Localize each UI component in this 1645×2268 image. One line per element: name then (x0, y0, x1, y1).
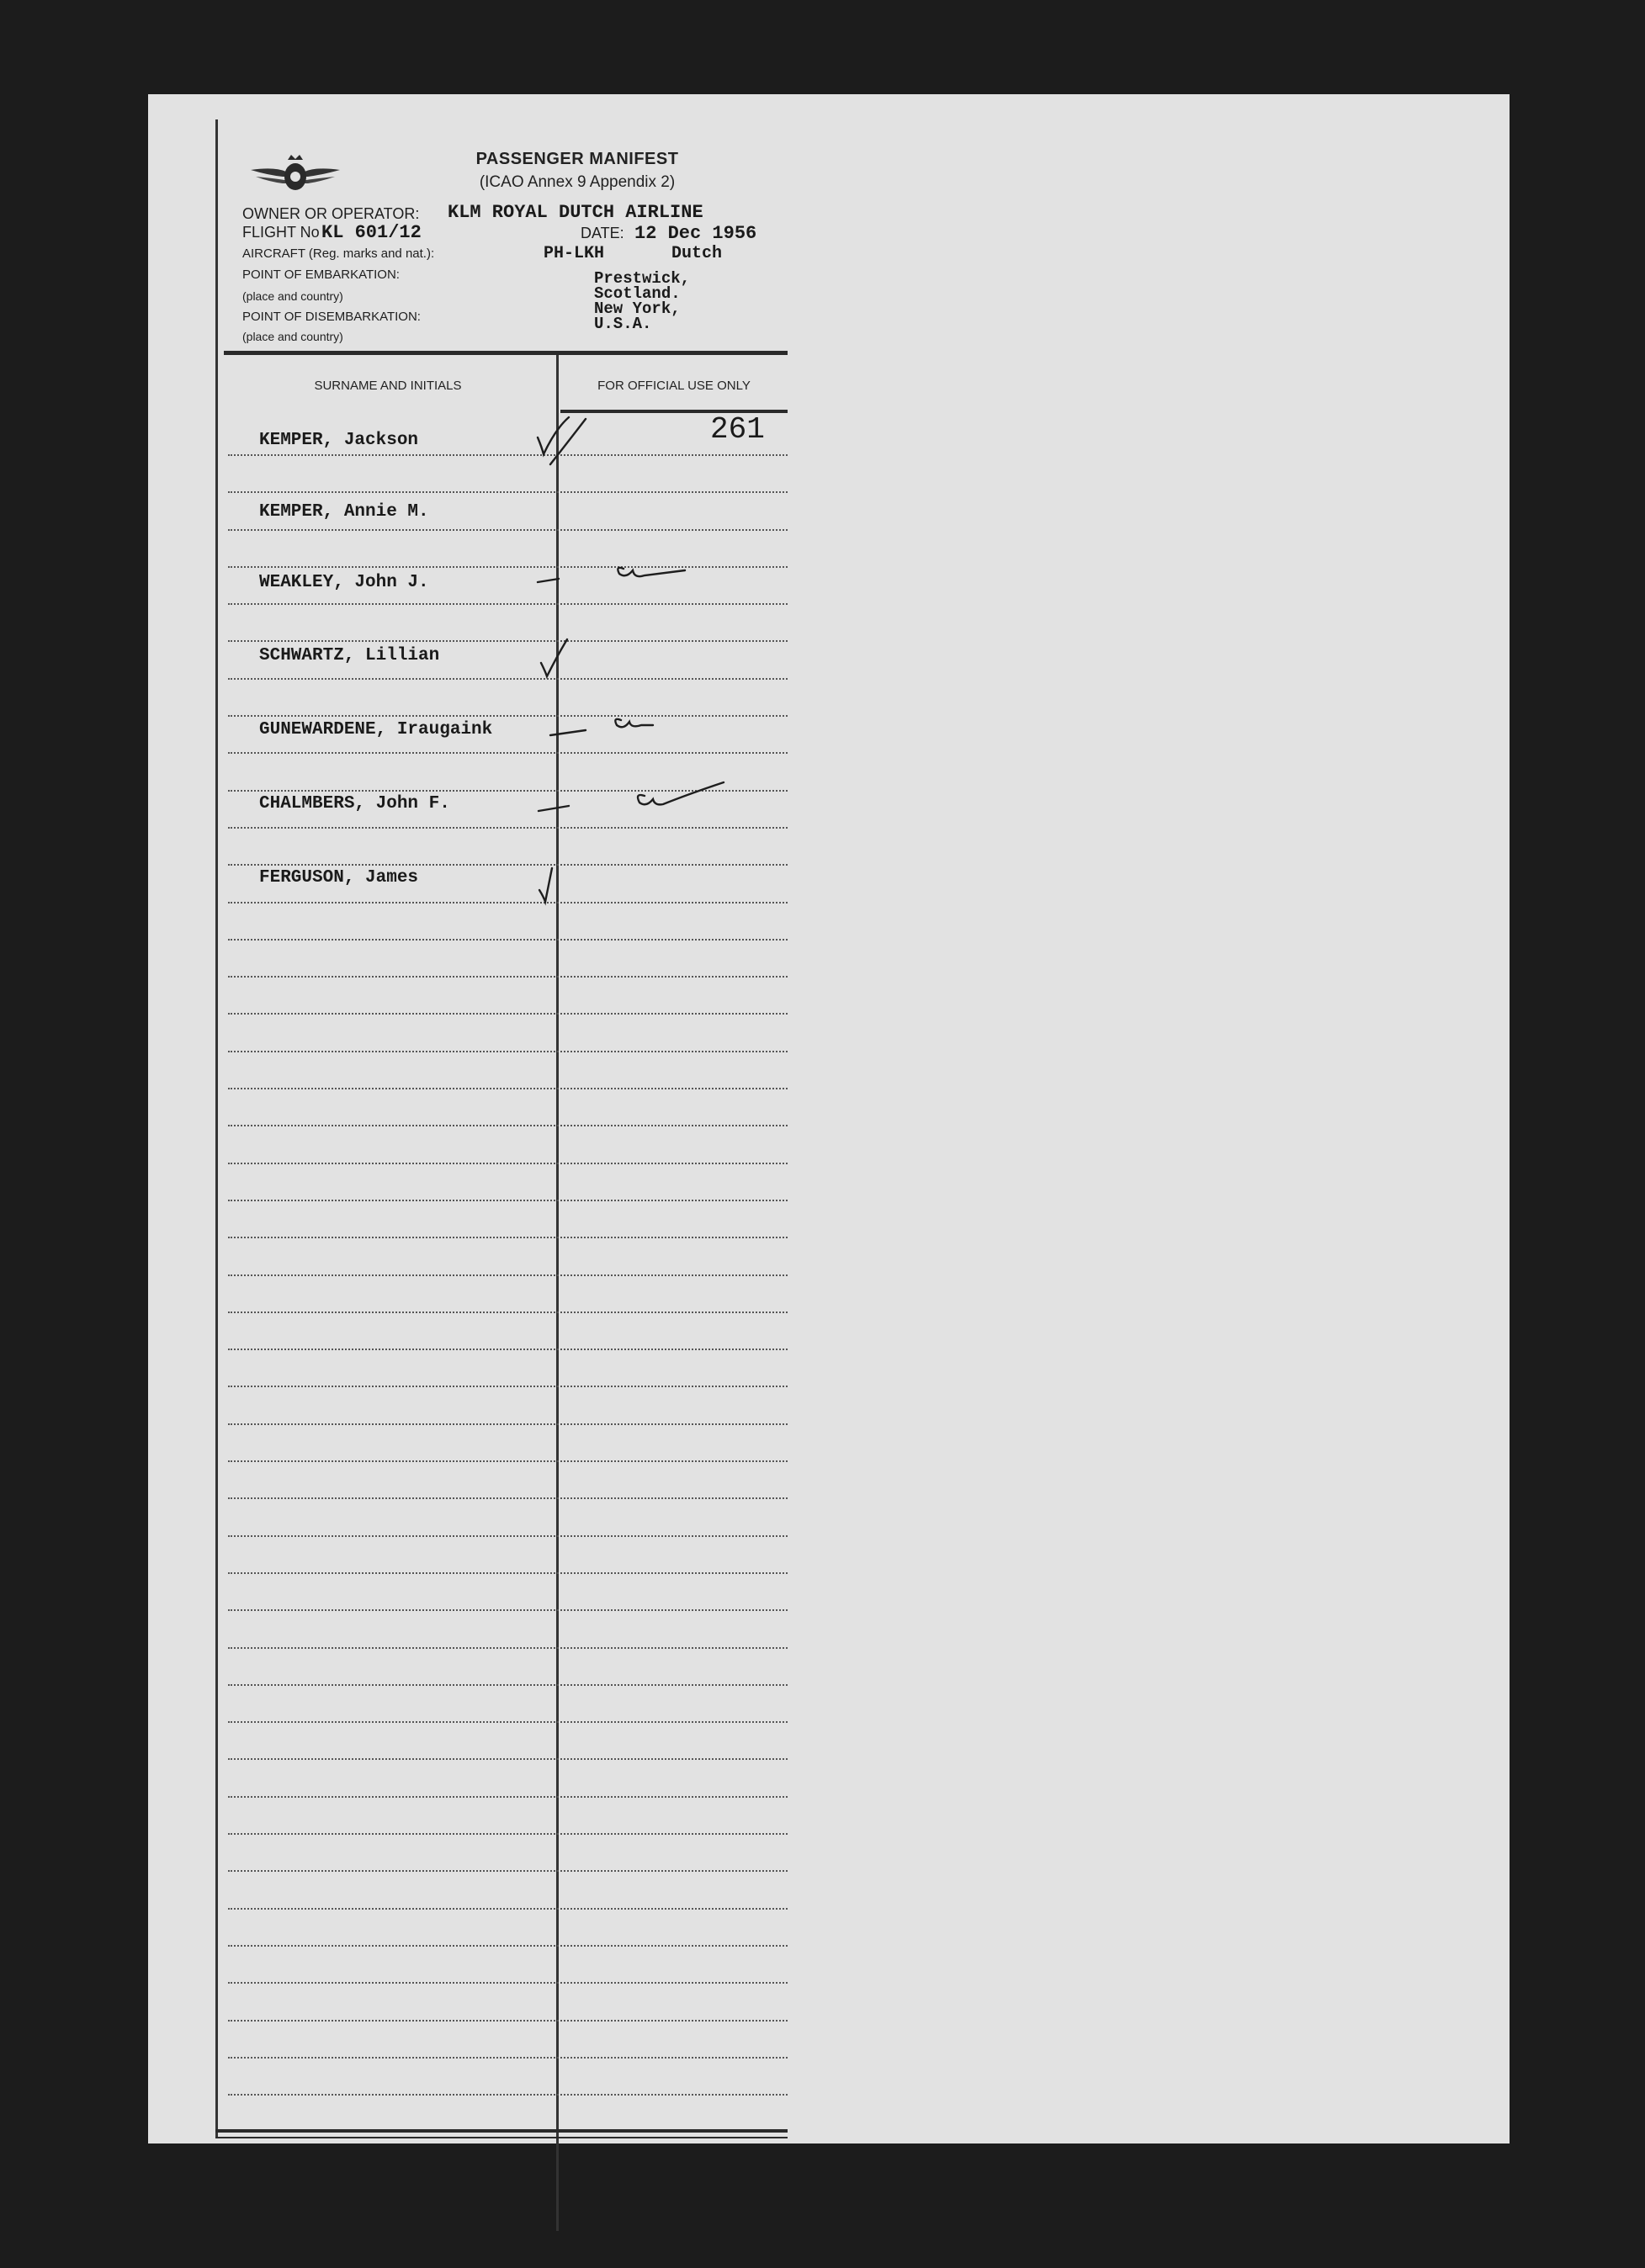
ruled-line (228, 1460, 788, 1462)
footer-rule-thin (215, 2137, 788, 2138)
ruled-line (228, 566, 788, 568)
ruled-line (228, 2094, 788, 2096)
passenger-name: GUNEWARDENE, Iraugaink (259, 720, 493, 739)
passenger-name: KEMPER, Jackson (259, 431, 419, 450)
dash-icon (539, 806, 569, 811)
ruled-line (228, 752, 788, 754)
footer-rule (215, 2129, 788, 2133)
column-divider (556, 355, 559, 2231)
ruled-line (228, 1386, 788, 1387)
ruled-line (228, 1572, 788, 1574)
ruled-line (228, 827, 788, 829)
ruled-line (228, 1423, 788, 1425)
ruled-line (228, 678, 788, 680)
ruled-line (228, 1535, 788, 1537)
aircraft-nationality: Dutch (671, 244, 723, 263)
initial-a-icon (618, 568, 685, 576)
ruled-line (228, 1051, 788, 1052)
manifest-title: PASSENGER MANIFEST (475, 150, 679, 168)
manifest-subtitle: (ICAO Annex 9 Appendix 2) (479, 173, 676, 191)
flight-value: KL 601/12 (321, 222, 422, 243)
surname-column-header: SURNAME AND INITIALS (314, 379, 462, 393)
ruled-line (228, 603, 788, 605)
ruled-line (228, 1945, 788, 1947)
initial-a-icon (615, 719, 653, 727)
embarkation-country: Scotland. (594, 284, 681, 303)
flight-label: FLIGHT No (242, 224, 320, 241)
official-use-column-header: FOR OFFICIAL USE ONLY (597, 379, 751, 393)
ruled-line (228, 864, 788, 866)
embarkation-label: POINT OF EMBARKATION: (242, 268, 400, 282)
ruled-line (228, 2020, 788, 2022)
disembarkation-place: New York, (594, 299, 681, 318)
ruled-line (228, 1200, 788, 1201)
left-margin-rule (215, 119, 218, 2138)
disembarkation-label: POINT OF DISEMBARKATION: (242, 310, 421, 324)
ruled-line (228, 1609, 788, 1611)
ruled-line (228, 902, 788, 903)
ruled-line (228, 1088, 788, 1089)
date-value: 12 Dec 1956 (634, 223, 757, 244)
checkmark-icon (538, 417, 569, 454)
disembarkation-country: U.S.A. (594, 315, 652, 333)
checkmark-icon (539, 868, 552, 902)
owner-label: OWNER OR OPERATOR: (242, 205, 420, 222)
ruled-line (228, 1237, 788, 1238)
ruled-line (228, 1833, 788, 1835)
passenger-name: KEMPER, Annie M. (259, 502, 429, 522)
passenger-name: WEAKLEY, John J. (259, 573, 429, 592)
ruled-line (228, 1163, 788, 1164)
ruled-line (228, 1982, 788, 1984)
ruled-line (228, 939, 788, 941)
ruled-line (228, 2057, 788, 2059)
ruled-line (228, 1796, 788, 1798)
embarkation-place: Prestwick, (594, 269, 691, 288)
official-number: 261 (710, 412, 765, 447)
ruled-line (228, 1870, 788, 1872)
ruled-line (228, 1647, 788, 1649)
embarkation-sublabel: (place and country) (242, 289, 343, 303)
disembarkation-sublabel: (place and country) (242, 330, 343, 343)
ruled-line (228, 1349, 788, 1350)
owner-value: KLM ROYAL DUTCH AIRLINE (448, 202, 703, 223)
header-divider (224, 351, 788, 355)
ruled-line (228, 1721, 788, 1723)
ruled-line (228, 1684, 788, 1686)
ruled-line (228, 790, 788, 792)
aircraft-label: AIRCRAFT (Reg. marks and nat.): (242, 246, 435, 261)
ruled-line (228, 1758, 788, 1760)
klm-crown-logo (249, 151, 342, 197)
passenger-name: SCHWARTZ, Lillian (259, 646, 440, 665)
ruled-line (228, 640, 788, 642)
ruled-line (228, 1013, 788, 1015)
manifest-form (148, 94, 788, 2143)
ruled-line (228, 976, 788, 978)
checkmark-icon (541, 639, 567, 676)
aircraft-reg: PH-LKH (544, 244, 605, 263)
ruled-line (228, 1908, 788, 1910)
passenger-name: FERGUSON, James (259, 868, 419, 888)
ruled-line (228, 491, 788, 493)
passenger-name: CHALMBERS, John F. (259, 794, 450, 813)
ruled-line (228, 1497, 788, 1499)
ruled-line (228, 1274, 788, 1276)
ruled-line (228, 529, 788, 531)
initial-a-icon (638, 782, 724, 804)
ruled-line (228, 1312, 788, 1313)
ruled-line (228, 454, 788, 456)
ruled-line (228, 1125, 788, 1126)
ruled-line (228, 715, 788, 717)
manifest-page (148, 94, 1510, 2143)
date-label: DATE: (581, 225, 624, 241)
